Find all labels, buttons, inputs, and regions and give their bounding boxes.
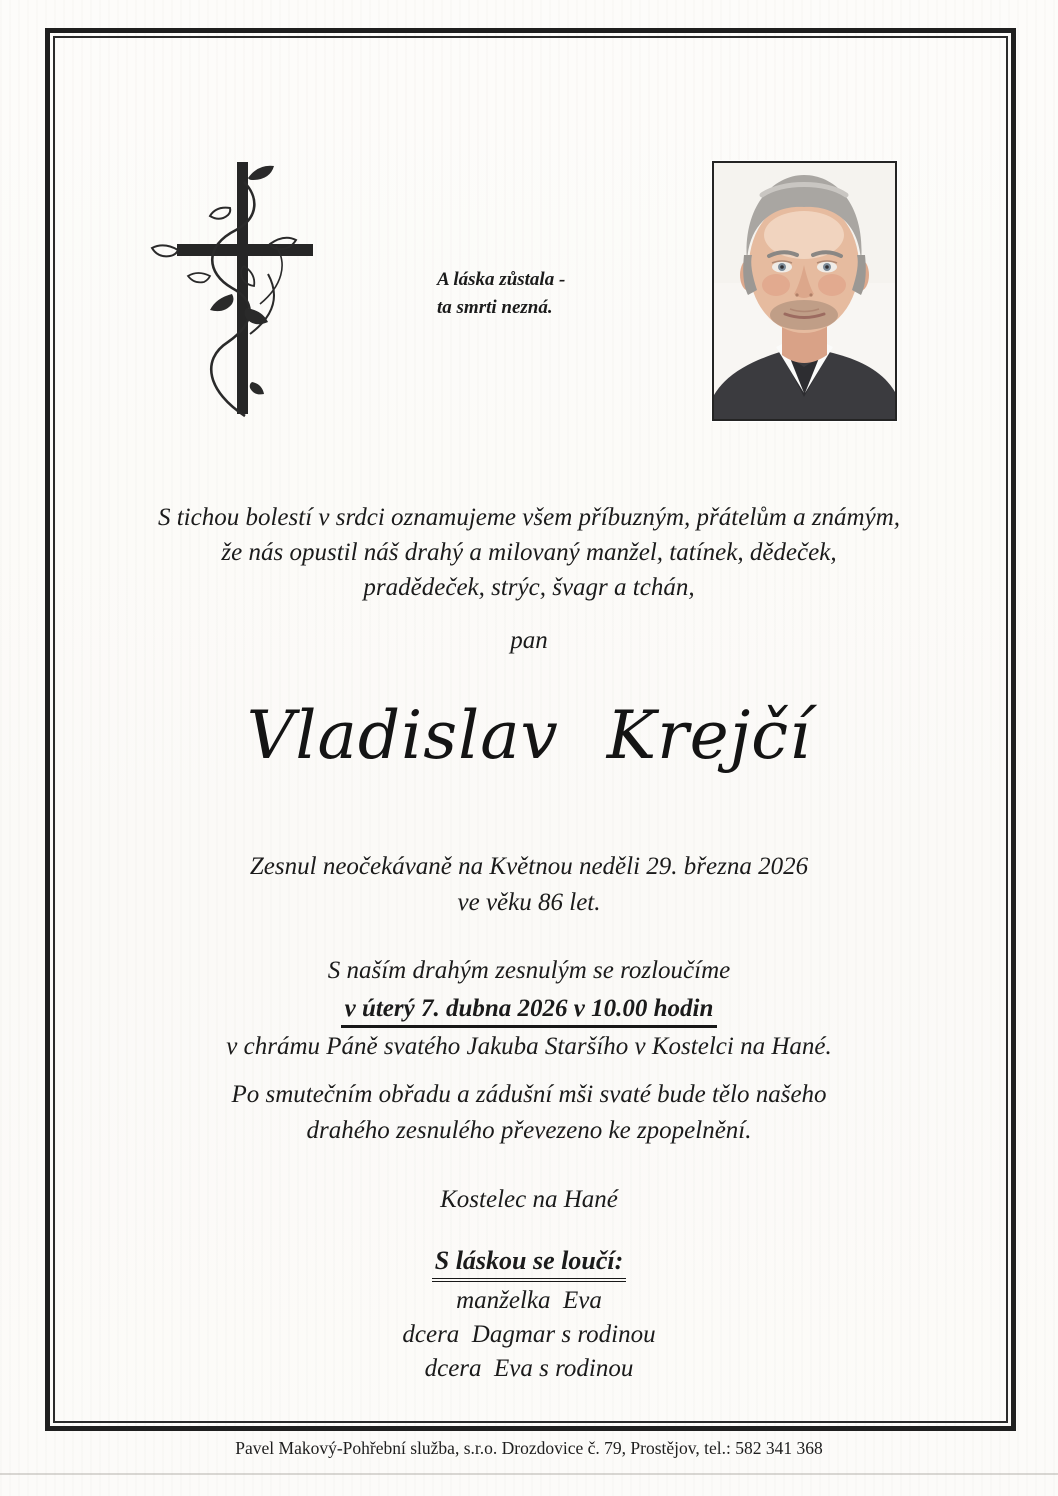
announcement-paragraph: [60, 500, 998, 605]
announcement-line-3: pradědeček, strýc, švagr a tchán,: [363, 574, 695, 601]
deceased-portrait-photo: [712, 161, 897, 421]
deceased-name: Vladislav Krejčí: [246, 697, 812, 774]
mourners-list: [60, 1284, 998, 1386]
mourner-daughter-2: dcera Eva s rodinou: [424, 1355, 634, 1382]
farewell-line-1: S naším drahým zesnulým se rozloučíme: [327, 957, 731, 984]
death-info: [60, 849, 998, 921]
farewell-date-underlined: [60, 990, 998, 1028]
quote-line-2: ta smrti nezná.: [437, 297, 553, 318]
mourners-heading-row: [60, 1246, 998, 1282]
quote-line-1: A láska zůstala -: [437, 269, 566, 290]
mourner-daughter-1: dcera Dagmar s rodinou: [402, 1321, 656, 1348]
cremation-info: [60, 1077, 998, 1149]
announcement-line-1: S tichou bolestí v srdci oznamujeme všem příbuzným, přátelům a známým,: [157, 504, 901, 531]
death-info-line-2: ve věku 86 let.: [457, 889, 601, 916]
farewell-line-3: v chrámu Páně svatého Jakuba Staršího v Kostelci na Hané.: [226, 1033, 832, 1060]
farewell-info: [60, 952, 998, 1066]
cremation-line-2: drahého zesnulého převezeno ke zpopelnění.: [306, 1117, 752, 1144]
place-name: Kostelec na Hané: [440, 1186, 618, 1213]
farewell-datetime: v úterý 7. dubna 2026 v 10.00 hodin: [341, 994, 718, 1028]
title-prefix: pan: [510, 627, 548, 654]
announcement-line-2: že nás opustil náš drahý a milovaný manžel, tatínek, dědeček,: [221, 539, 837, 566]
death-info-line-1: Zesnul neočekávaně na Květnou neděli 29. března 2026: [249, 853, 809, 880]
cremation-line-1: Po smutečním obřadu a zádušní mši svaté bude tělo našeho: [231, 1081, 827, 1108]
mourners-heading: S láskou se loučí:: [432, 1246, 627, 1282]
memorial-quote: [437, 266, 717, 322]
scan-artifact-line: [0, 1473, 1058, 1475]
mourner-wife: manželka Eva: [456, 1287, 602, 1314]
cross-with-vine-icon: [148, 146, 343, 436]
funeral-service-footer: Pavel Makový-Pohřební služba, s.r.o. Drozdovice č. 79, Prostějov, tel.: 582 341 368: [235, 1438, 823, 1458]
